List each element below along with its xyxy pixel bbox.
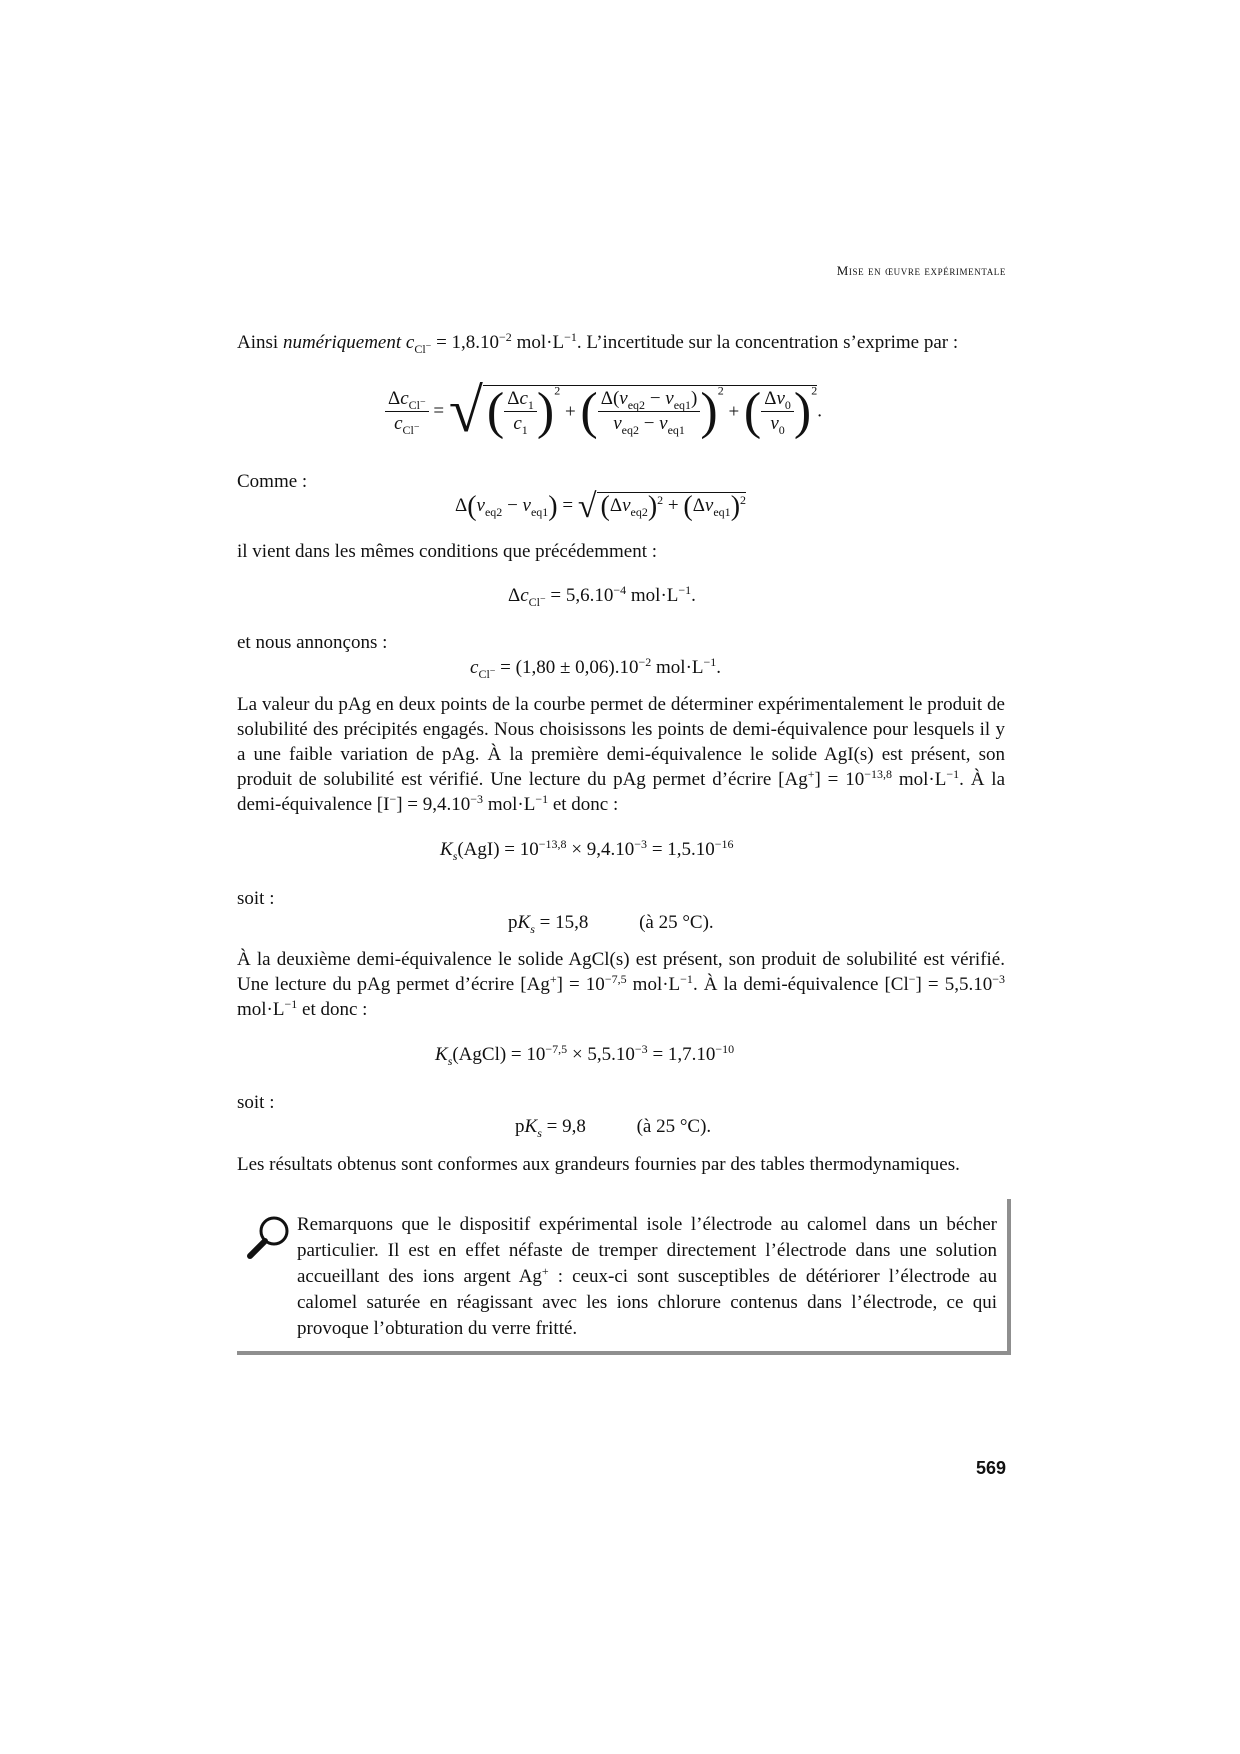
magnifier-icon [246, 1215, 292, 1261]
text-il-vient: il vient dans les mêmes conditions que précédemment : [237, 541, 658, 562]
equation-ks-agcl: $K_s(AgCl) = 10^{-7,5} \times 5,5.10^{-3} = 1,7.10^{-10}$ [435, 1042, 735, 1068]
paragraph-conclusion: Les résultats obtenus sont conformes aux grandeurs fournies par des tables thermodynamiques. [237, 1154, 960, 1175]
running-header: Mise en œuvre expérimentale [836, 263, 1006, 278]
text-soit-1: soit : [237, 888, 275, 909]
paragraph-solubility-agcl: À la deuxième demi-équivalence le solide AgCl(s) est présent, son produit de solubilité est vérifié. Une lecture du pAg permet d’écrire $[Ag^+] = 10^{-7,5}$ $mol\cdot L^{-1}$. À la demi-équivalence $[Cl^-] = 5,5.10^{-3}$ $mol\cdot L^{-1}$ et donc : [237, 949, 1005, 1020]
paragraph-solubility-agi: La valeur du pAg en deux points de la courbe permet de déterminer expérimentalement le produit de solubilité des précipités engagés. Nous choisissons les points de demi-équivalence pour lesquels il y a une faible variation de pAg. À la première demi-équivalence le solide AgI(s) est présent, son produit de solubilité est vérifié. Une lecture du pAg permet d’écrire $[Ag^+] = 10^{-13,8}$ $mol\cdot L^{-1}$. À la demi-équivalence $[I^-] = 9,4.10^{-3}$ $mol\cdot L^{-1}$ et donc : [237, 694, 1005, 815]
equation-delta-difference: $\Delta(v_{eq2} - v_{eq1})$ = √ $(\Delta v_{eq2})^2 + (\Delta v_{eq1})^2$ [455, 488, 747, 526]
equation-ks-agi: $K_s(AgI) = 10^{-13,8} \times 9,4.10^{-3} = 1,5.10^{-16}$ [440, 837, 734, 863]
equation-pks-agi: $pK_s = 15,8$ (à 25 °C). [508, 912, 714, 936]
equation-final-concentration: $c_{Cl^-} = (1,80 \pm 0,06).10^{-2}$ $mol\cdot L^{-1}$. [470, 655, 722, 681]
equation-relative-uncertainty: $\frac{\Delta c_{Cl^-}}{c_{Cl^-}}$ = √( $\frac{\Delta c_1}{c_1}$ )$^2$ + ( $\frac{\Delta(v_{eq2} - v_{eq1})}{v_{eq2} - v_{eq1}}$ )$^2$ + ( $\frac{\Delta v_0}{v_0}$ )$^2$. [385, 380, 822, 442]
text-annonce: et nous annonçons : [237, 632, 388, 653]
text-soit-2: soit : [237, 1092, 275, 1113]
remark-text: Remarquons que le dispositif expérimental isole l’électrode au calomel dans un bécher particulier. Il est en effet néfaste de tremper directement l’électrode dans une solution accueillant des ions argent Ag+ : ceux-ci sont susceptibles de détériorer l’électrode au calomel saturée en réagissant avec les ions chlorure contenus dans l’électrode, ce qui provoque l’obturation du verre fritté. [297, 1214, 997, 1339]
page-number: 569 [975, 1458, 1006, 1478]
equation-delta-concentration: $\Delta c_{Cl^-} = 5,6.10^{-4}$ $mol\cdot L^{-1}$. [508, 583, 696, 609]
paragraph-numerical-value: Ainsi numériquement $c_{Cl^-} = 1,8.10^{-2}$ $mol\cdot L^{-1}$. L’incertitude sur la concentration s’exprime par : [237, 330, 959, 356]
equation-pks-agcl: $pK_s = 9,8$ (à 25 °C). [515, 1116, 712, 1140]
text-comme: Comme : [237, 471, 308, 492]
